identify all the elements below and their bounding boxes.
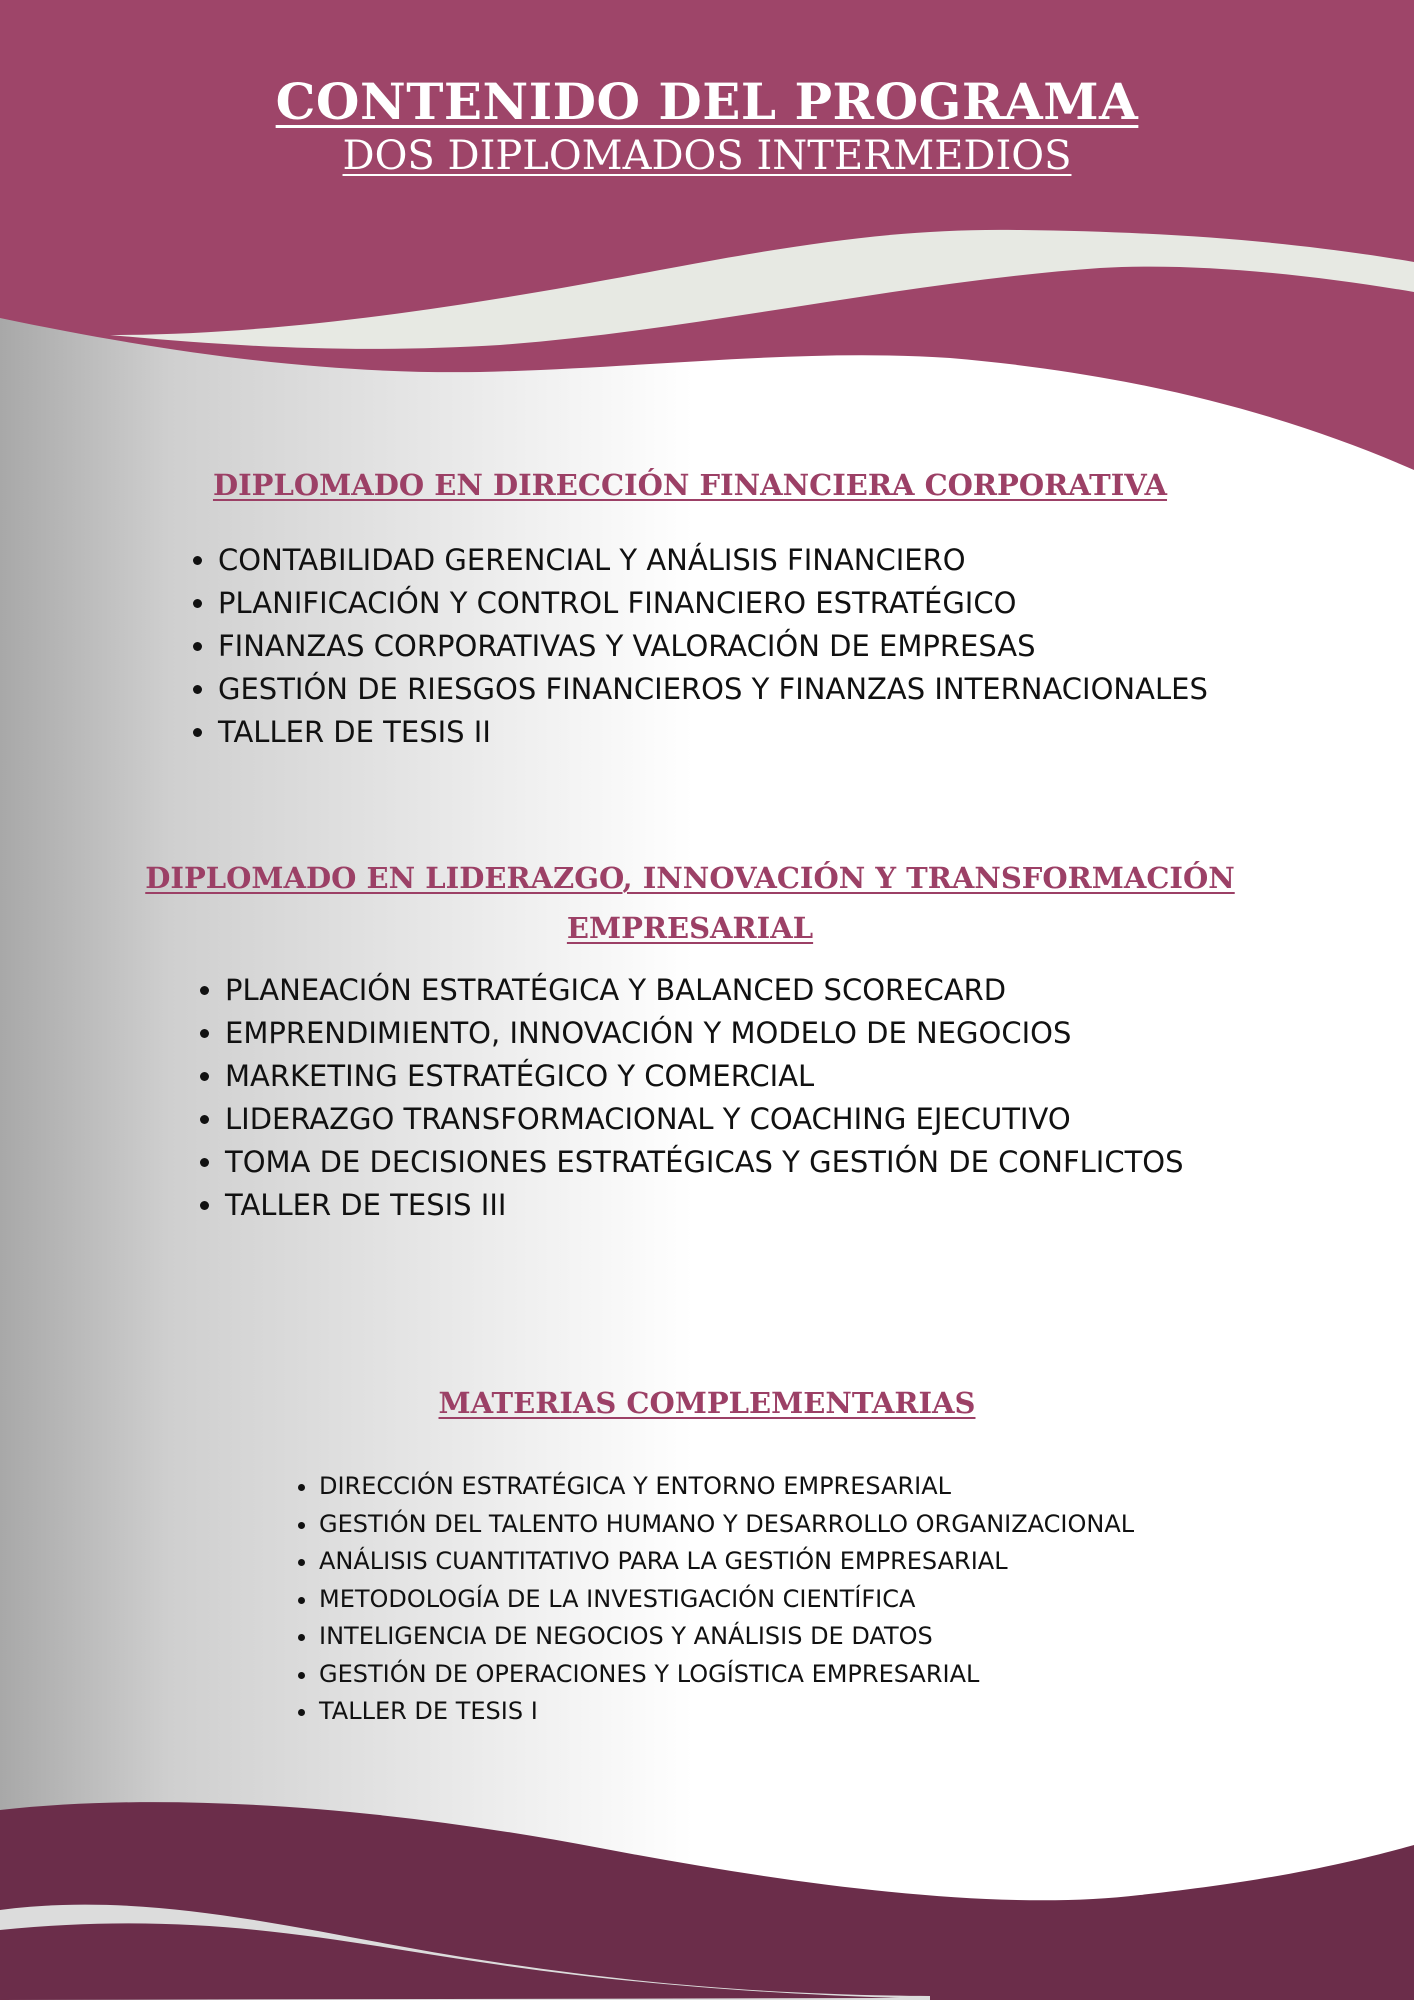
- list-item: • EMPRENDIMIENTO, INNOVACIÓN Y MODELO DE NEGOCIOS: [225, 1012, 1184, 1055]
- list-item: • TALLER DE TESIS I: [319, 1693, 1134, 1731]
- list-item: • PLANEACIÓN ESTRATÉGICA Y BALANCED SCORECARD: [225, 969, 1184, 1012]
- leadership-topic-list: [185, 969, 1184, 1227]
- page-title: CONTENIDO DEL PROGRAMA: [275, 72, 1139, 131]
- list-item: • TALLER DE TESIS III: [225, 1184, 1184, 1227]
- list-item: • GESTIÓN DEL TALENTO HUMANO Y DESARROLLO ORGANIZACIONAL: [319, 1506, 1134, 1544]
- bottom-wave-decoration: [0, 1790, 1414, 2000]
- list-item: • PLANIFICACIÓN Y CONTROL FINANCIERO ESTRATÉGICO: [218, 582, 1208, 625]
- list-item: • GESTIÓN DE RIESGOS FINANCIEROS Y FINANZAS INTERNACIONALES: [218, 668, 1208, 711]
- list-item: • METODOLOGÍA DE LA INVESTIGACIÓN CIENTÍFICA: [319, 1581, 1134, 1619]
- list-item: • TOMA DE DECISIONES ESTRATÉGICAS Y GESTIÓN DE CONFLICTOS: [225, 1141, 1184, 1184]
- list-item: • MARKETING ESTRATÉGICO Y COMERCIAL: [225, 1055, 1184, 1098]
- list-item: • ANÁLISIS CUANTITATIVO PARA LA GESTIÓN EMPRESARIAL: [319, 1543, 1134, 1581]
- list-item: • DIRECCIÓN ESTRATÉGICA Y ENTORNO EMPRESARIAL: [319, 1468, 1134, 1506]
- page-header: [0, 72, 1414, 179]
- finance-topic-list: [178, 539, 1208, 754]
- list-item: • GESTIÓN DE OPERACIONES Y LOGÍSTICA EMPRESARIAL: [319, 1656, 1134, 1694]
- list-item: • FINANZAS CORPORATIVAS Y VALORACIÓN DE EMPRESAS: [218, 625, 1208, 668]
- list-item: • INTELIGENCIA DE NEGOCIOS Y ANÁLISIS DE DATOS: [319, 1618, 1134, 1656]
- complementary-topic-list: [279, 1468, 1134, 1731]
- top-wave-band: [0, 0, 1414, 470]
- page-subtitle: DOS DIPLOMADOS INTERMEDIOS: [342, 133, 1072, 179]
- section-title-complementary: MATERIAS COMPLEMENTARIAS: [438, 1386, 976, 1420]
- section-title-finance: DIPLOMADO EN DIRECCIÓN FINANCIERA CORPORATIVA: [212, 468, 1168, 502]
- list-item: • TALLER DE TESIS II: [218, 711, 1208, 754]
- section-title-leadership: DIPLOMADO EN LIDERAZGO, INNOVACIÓN Y TRANSFORMACIÓN EMPRESARIAL: [145, 861, 1235, 945]
- list-item: • CONTABILIDAD GERENCIAL Y ANÁLISIS FINANCIERO: [218, 539, 1208, 582]
- list-item: • LIDERAZGO TRANSFORMACIONAL Y COACHING EJECUTIVO: [225, 1098, 1184, 1141]
